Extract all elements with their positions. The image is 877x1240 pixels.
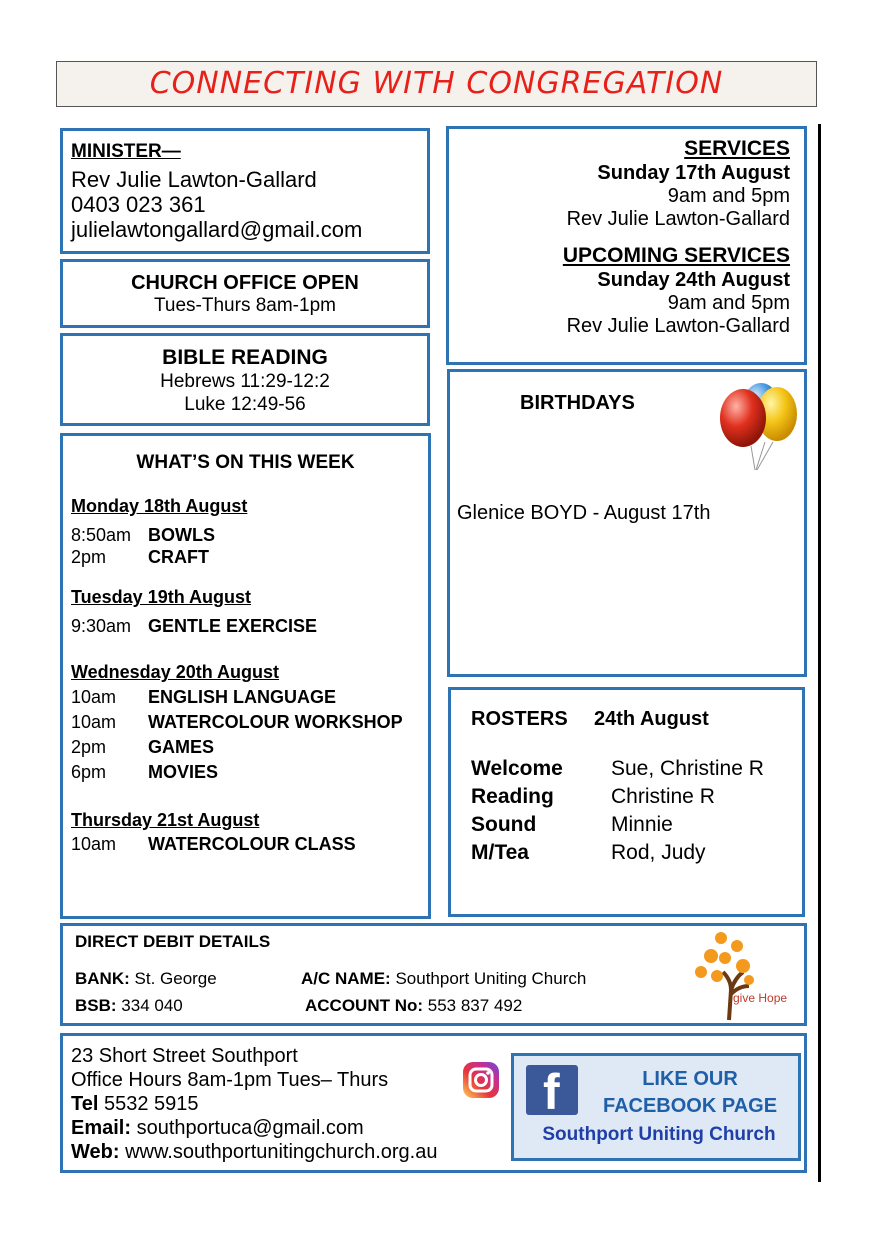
minister-box [60, 128, 430, 254]
acname-value: Southport Uniting Church [390, 969, 587, 988]
office-heading: CHURCH OFFICE OPEN [131, 272, 359, 294]
bank-label: BANK: [75, 969, 130, 988]
tel-label: Tel [71, 1093, 99, 1115]
debit-row [75, 992, 792, 1019]
like-line-1: LIKE OUR [642, 1068, 738, 1090]
bible-reading-1: Hebrews 11:29-12:2 [160, 371, 330, 392]
roster-names: Sue, Christine R [611, 757, 764, 780]
event-name: CRAFT [148, 547, 209, 567]
day-heading: Thursday 21st August [71, 810, 260, 830]
upcoming-service-date: Sunday 24th August [597, 269, 790, 291]
event-time: 10am [71, 687, 117, 707]
minister-email[interactable]: julielawtongallard@gmail.com [71, 217, 363, 242]
event-time: 2pm [71, 737, 107, 757]
balloons-icon [715, 380, 801, 478]
bank-field [75, 965, 301, 992]
event-row [71, 546, 420, 568]
like-line-2: FACEBOOK PAGE [602, 1095, 778, 1117]
minister-phone[interactable]: 0403 023 361 [71, 192, 206, 217]
email-value: southportuca@gmail.com [131, 1117, 364, 1139]
services-box [446, 126, 807, 365]
roster-row [471, 839, 782, 867]
bsb-field [75, 992, 305, 1019]
event-time: 6pm [71, 762, 107, 782]
page-header [56, 61, 817, 107]
acname-label: A/C NAME: [301, 969, 391, 988]
web-value: www.southportunitingchurch.org.au [119, 1141, 438, 1163]
roster-names: Christine R [611, 785, 715, 808]
roster-row [471, 755, 782, 783]
direct-debit-box [60, 923, 807, 1026]
office-hours-line: Office Hours 8am-1pm Tues– Thurs [71, 1069, 389, 1091]
bsb-value: 334 040 [116, 996, 183, 1015]
debit-heading: DIRECT DEBIT DETAILS [75, 932, 271, 951]
tel-value: 5532 5915 [98, 1093, 199, 1115]
minister-heading: MINISTER— [71, 141, 181, 162]
web-label: Web: [71, 1141, 120, 1163]
rosters-header [471, 708, 782, 731]
give-hope-text: give Hope [733, 991, 788, 1005]
event-time: 10am [71, 712, 117, 732]
day-heading: Tuesday 19th August [71, 587, 252, 607]
bible-reading-2: Luke 12:49-56 [184, 394, 306, 415]
day-heading: Monday 18th August [71, 496, 248, 516]
rosters-date: 24th August [594, 708, 709, 730]
birthdays-heading: BIRTHDAYS [520, 392, 635, 414]
office-box [60, 259, 430, 328]
address: 23 Short Street Southport [71, 1045, 298, 1067]
event-name: ENGLISH LANGUAGE [148, 687, 337, 707]
services-heading: SERVICES [684, 137, 790, 160]
event-row [71, 831, 420, 858]
bank-value: St. George [129, 969, 217, 988]
service-times: 9am and 5pm [667, 185, 790, 207]
event-row [71, 524, 420, 546]
upcoming-service-times: 9am and 5pm [667, 292, 790, 314]
event-time: 8:50am [71, 525, 132, 545]
bible-reading-box [60, 333, 430, 426]
roster-names: Minnie [611, 813, 673, 836]
event-name: MOVIES [148, 762, 219, 782]
email-label: Email: [71, 1117, 132, 1139]
facebook-promo[interactable] [511, 1053, 801, 1161]
account-value: 553 837 492 [423, 996, 523, 1015]
upcoming-service-minister: Rev Julie Lawton-Gallard [566, 315, 790, 337]
event-name: WATERCOLOUR CLASS [148, 834, 356, 854]
give-hope-logo [687, 928, 797, 1023]
event-row [71, 735, 420, 760]
event-row [71, 615, 420, 637]
event-row [71, 710, 420, 735]
service-date: Sunday 17th August [597, 162, 790, 184]
minister-name: Rev Julie Lawton-Gallard [71, 167, 317, 192]
event-time: 9:30am [71, 616, 132, 636]
facebook-page-name[interactable]: Southport Uniting Church [542, 1124, 776, 1145]
rosters-box [448, 687, 805, 917]
debit-row [75, 965, 792, 992]
roster-names: Rod, Judy [611, 841, 706, 864]
event-name: GAMES [148, 737, 215, 757]
event-time: 10am [71, 834, 117, 854]
roster-role: Reading [471, 785, 554, 808]
upcoming-services-heading: UPCOMING SERVICES [562, 244, 790, 267]
facebook-like-text [586, 1066, 794, 1120]
roster-role: Sound [471, 813, 537, 836]
instagram-icon[interactable] [461, 1060, 501, 1100]
event-name: BOWLS [148, 525, 215, 545]
acname-field [301, 965, 586, 992]
page-title: CONNECTING WITH CONGREGATION [149, 66, 724, 101]
roster-role: Welcome [471, 757, 563, 780]
bible-heading: BIBLE READING [162, 346, 328, 369]
roster-role: M/Tea [471, 841, 529, 864]
event-name: GENTLE EXERCISE [148, 616, 318, 636]
whats-on-box [60, 433, 431, 919]
event-time: 2pm [71, 547, 107, 567]
service-minister: Rev Julie Lawton-Gallard [566, 208, 790, 230]
birthdays-box [447, 369, 807, 677]
account-label: ACCOUNT No: [305, 996, 424, 1015]
account-field [305, 992, 522, 1019]
roster-row [471, 783, 782, 811]
day-heading: Wednesday 20th August [71, 662, 280, 682]
event-name: WATERCOLOUR WORKSHOP [148, 712, 403, 732]
event-row [71, 760, 420, 785]
office-hours: Tues-Thurs 8am-1pm [154, 295, 336, 316]
birthday-entry: Glenice BOYD - August 17th [457, 502, 711, 524]
event-row [71, 685, 420, 710]
whats-on-title: WHAT’S ON THIS WEEK [136, 452, 355, 473]
roster-row [471, 811, 782, 839]
facebook-icon[interactable]: f [526, 1065, 578, 1115]
rosters-heading: ROSTERS [471, 708, 568, 730]
vertical-divider [818, 124, 821, 1182]
bsb-label: BSB: [75, 996, 117, 1015]
